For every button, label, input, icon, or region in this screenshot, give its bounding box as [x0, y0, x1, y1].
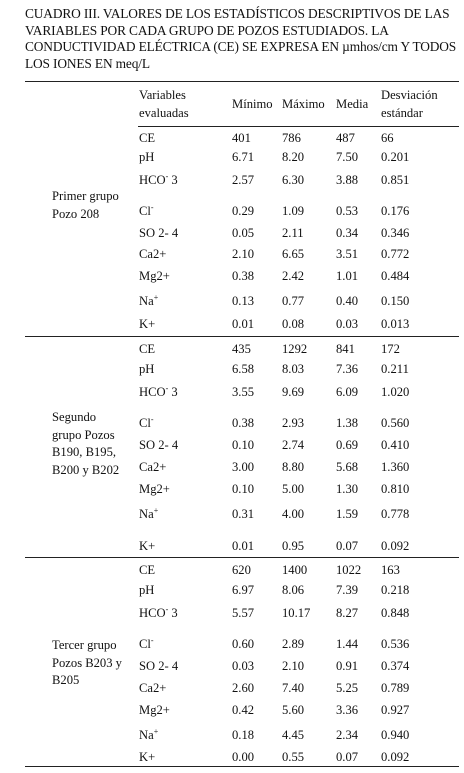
variable-name [139, 150, 154, 165]
group-label-line: B200 y B202 [52, 462, 120, 477]
std-dev-value: 0.560 [381, 416, 410, 430]
minimum-value: 0.01 [232, 539, 255, 553]
std-dev-value: 0.374 [381, 659, 410, 673]
minimum-value: 0.60 [232, 637, 255, 651]
variable-name [139, 247, 166, 262]
variable-base: SO 2- 4 [139, 226, 179, 240]
variable-base: Cl [139, 416, 151, 430]
variable-superscript: + [153, 293, 159, 302]
group-label-line: B205 [52, 673, 80, 687]
std-dev-value: 0.851 [381, 173, 410, 187]
maximum-value: 0.55 [282, 750, 305, 764]
variable-base: Ca2+ [139, 681, 167, 695]
variable-base: pH [139, 583, 155, 597]
variable-name [139, 460, 166, 475]
variable-name [139, 416, 154, 431]
minimum-value: 6.71 [232, 150, 255, 164]
variable-name [139, 583, 154, 598]
minimum-value: 0.01 [232, 317, 255, 331]
header-std-dev-line2: estándar [381, 106, 423, 120]
group-label-line: B190, B195, [52, 445, 117, 459]
std-dev-value: 0.013 [381, 317, 410, 331]
mean-value: 7.36 [336, 362, 359, 376]
mean-value: 7.39 [336, 583, 359, 597]
maximum-value: 8.03 [282, 362, 305, 376]
maximum-value: 2.10 [282, 659, 305, 673]
minimum-value: 0.03 [232, 659, 255, 673]
variable-superscript: - [150, 203, 154, 212]
variable-name [139, 703, 170, 718]
header-variables-line2: evaluadas [139, 106, 189, 120]
std-dev-value: 0.927 [381, 703, 410, 717]
variable-name [139, 204, 154, 219]
std-dev-value: 1.360 [381, 460, 410, 474]
minimum-value: 6.97 [232, 583, 255, 597]
std-dev-value: 0.410 [381, 438, 410, 452]
variable-base: Ca2+ [139, 247, 167, 261]
mean-value: 0.53 [336, 204, 359, 218]
variable-name [139, 659, 178, 674]
header-maximum: Máximo [282, 97, 325, 111]
maximum-value: 0.77 [282, 294, 305, 308]
std-dev-value: 0.092 [381, 750, 410, 764]
variable-base: CE [139, 342, 156, 356]
maximum-value: 0.08 [282, 317, 305, 331]
variable-base: Mg2+ [139, 703, 170, 717]
maximum-value: 8.06 [282, 583, 305, 597]
minimum-value: 0.38 [232, 269, 255, 283]
minimum-value: 401 [232, 131, 251, 145]
variable-base: HCO [139, 606, 166, 620]
minimum-value: 0.13 [232, 294, 255, 308]
variable-base: pH [139, 150, 155, 164]
minimum-value: 0.00 [232, 750, 255, 764]
minimum-value: 620 [232, 563, 251, 577]
maximum-value: 1.09 [282, 204, 305, 218]
minimum-value: 0.05 [232, 226, 255, 240]
minimum-value: 0.42 [232, 703, 255, 717]
minimum-value: 2.57 [232, 173, 255, 187]
std-dev-value: 0.150 [381, 294, 410, 308]
minimum-value: 2.10 [232, 247, 255, 261]
maximum-value: 4.45 [282, 728, 305, 742]
group-label-line: grupo Pozos [52, 427, 115, 442]
std-dev-value: 172 [381, 342, 400, 356]
variable-name [139, 317, 155, 332]
variable-subscript: 3 [168, 173, 178, 187]
variable-name [139, 539, 155, 554]
maximum-value: 6.65 [282, 247, 305, 261]
std-dev-value: 0.778 [381, 507, 410, 521]
variable-name [139, 173, 178, 188]
minimum-value: 0.10 [232, 438, 255, 452]
header-std-dev-line1: Desviación [381, 88, 438, 102]
std-dev-value: 66 [381, 131, 394, 145]
maximum-value: 9.69 [282, 385, 305, 399]
mean-value: 2.34 [336, 728, 359, 742]
std-dev-value: 0.201 [381, 150, 410, 164]
variable-base: K+ [139, 317, 156, 331]
variable-base: Na [139, 728, 154, 742]
header-rule [138, 126, 459, 127]
maximum-value: 0.95 [282, 539, 305, 553]
variable-base: SO 2- 4 [139, 659, 179, 673]
variable-name [139, 606, 178, 621]
std-dev-value: 0.211 [381, 362, 409, 376]
std-dev-value: 0.810 [381, 482, 410, 496]
std-dev-value: 1.020 [381, 385, 410, 399]
minimum-value: 5.57 [232, 606, 255, 620]
group-label [52, 409, 119, 479]
variable-base: K+ [139, 750, 156, 764]
mean-value: 1.59 [336, 507, 359, 521]
mean-value: 0.03 [336, 317, 359, 331]
maximum-value: 1400 [282, 563, 308, 577]
minimum-value: 0.38 [232, 416, 255, 430]
variable-name [139, 385, 178, 400]
std-dev-value: 0.346 [381, 226, 410, 240]
variable-superscript: + [153, 727, 159, 736]
maximum-value: 786 [282, 131, 301, 145]
mean-value: 6.09 [336, 385, 359, 399]
variable-base: CE [139, 563, 156, 577]
variable-base: K+ [139, 539, 156, 553]
maximum-value: 6.30 [282, 173, 305, 187]
variable-superscript: - [150, 636, 154, 645]
maximum-value: 5.00 [282, 482, 305, 496]
caption-rule [25, 81, 459, 82]
variable-name [139, 728, 158, 743]
mean-value: 3.36 [336, 703, 359, 717]
minimum-value: 0.10 [232, 482, 255, 496]
mean-value: 0.07 [336, 750, 359, 764]
variable-superscript: - [165, 605, 169, 614]
mean-value: 3.51 [336, 247, 359, 261]
variable-superscript: + [153, 506, 159, 515]
minimum-value: 3.00 [232, 460, 255, 474]
maximum-value: 2.93 [282, 416, 305, 430]
maximum-value: 2.42 [282, 269, 305, 283]
maximum-value: 8.80 [282, 460, 305, 474]
variable-base: Cl [139, 637, 151, 651]
maximum-value: 1292 [282, 342, 308, 356]
std-dev-value: 0.536 [381, 637, 410, 651]
std-dev-value: 0.772 [381, 247, 410, 261]
group-label-line: Primer grupo [52, 189, 119, 203]
group-label [52, 188, 119, 223]
variable-superscript: - [165, 384, 169, 393]
variable-name [139, 438, 178, 453]
minimum-value: 0.29 [232, 204, 255, 218]
mean-value: 0.40 [336, 294, 359, 308]
variable-name [139, 681, 166, 696]
maximum-value: 2.74 [282, 438, 305, 452]
minimum-value: 2.60 [232, 681, 255, 695]
std-dev-value: 0.789 [381, 681, 410, 695]
variable-name [139, 563, 155, 578]
variable-base: SO 2- 4 [139, 438, 179, 452]
variable-superscript: - [165, 172, 169, 181]
mean-value: 1.30 [336, 482, 359, 496]
std-dev-value: 0.484 [381, 269, 410, 283]
std-dev-value: 163 [381, 563, 400, 577]
maximum-value: 7.40 [282, 681, 305, 695]
table-caption: CUADRO III. VALORES DE LOS ESTADÍSTICOS DESCRIPTIVOS DE LAS VARIABLES POR CADA GRUPO DE POZOS ESTUDIADOS. LA CONDUCTIVIDAD ELÉCTRICA (CE) SE EXPRESA EN µmhos/cm Y TODOS LOS IONES EN meq/L [25, 6, 457, 71]
mean-value: 5.25 [336, 681, 359, 695]
maximum-value: 2.11 [282, 226, 304, 240]
std-dev-value: 0.848 [381, 606, 410, 620]
variable-base: Na [139, 507, 154, 521]
mean-value: 0.91 [336, 659, 359, 673]
variable-base: CE [139, 131, 156, 145]
variable-superscript: - [150, 415, 154, 424]
minimum-value: 3.55 [232, 385, 255, 399]
group-rule [25, 766, 459, 767]
variable-name [139, 750, 155, 765]
std-dev-value: 0.176 [381, 204, 410, 218]
variable-name [139, 362, 154, 377]
mean-value: 1022 [336, 563, 362, 577]
variable-name [139, 131, 155, 146]
variable-name [139, 294, 158, 309]
mean-value: 1.44 [336, 637, 359, 651]
mean-value: 5.68 [336, 460, 359, 474]
variable-base: pH [139, 362, 155, 376]
mean-value: 7.50 [336, 150, 359, 164]
mean-value: 841 [336, 342, 355, 356]
header-minimum: Mínimo [232, 97, 273, 111]
variable-base: Mg2+ [139, 482, 170, 496]
variable-name [139, 637, 154, 652]
variable-name [139, 342, 155, 357]
variable-name [139, 507, 158, 522]
variable-base: Cl [139, 204, 151, 218]
group-label-line: Pozos B203 y [52, 655, 122, 670]
std-dev-value: 0.940 [381, 728, 410, 742]
mean-value: 487 [336, 131, 355, 145]
maximum-value: 4.00 [282, 507, 305, 521]
mean-value: 8.27 [336, 606, 359, 620]
maximum-value: 8.20 [282, 150, 305, 164]
mean-value: 3.88 [336, 173, 359, 187]
header-variables-line1: Variables [139, 88, 186, 102]
variable-subscript: 3 [168, 385, 178, 399]
variable-base: Na [139, 294, 154, 308]
maximum-value: 2.89 [282, 637, 305, 651]
variable-base: Mg2+ [139, 269, 170, 283]
maximum-value: 5.60 [282, 703, 305, 717]
group-rule [25, 557, 459, 558]
mean-value: 0.69 [336, 438, 359, 452]
std-dev-value: 0.218 [381, 583, 410, 597]
variable-name [139, 269, 170, 284]
group-rule [25, 336, 459, 337]
group-label-line: Segundo [52, 410, 97, 424]
mean-value: 0.34 [336, 226, 359, 240]
group-label-line: Tercer grupo [52, 638, 117, 652]
minimum-value: 0.18 [232, 728, 255, 742]
header-mean: Media [336, 97, 369, 111]
variable-base: HCO [139, 385, 166, 399]
minimum-value: 6.58 [232, 362, 255, 376]
mean-value: 0.07 [336, 539, 359, 553]
maximum-value: 10.17 [282, 606, 311, 620]
mean-value: 1.38 [336, 416, 359, 430]
variable-subscript: 3 [168, 606, 178, 620]
mean-value: 1.01 [336, 269, 359, 283]
std-dev-value: 0.092 [381, 539, 410, 553]
minimum-value: 435 [232, 342, 251, 356]
minimum-value: 0.31 [232, 507, 255, 521]
variable-name [139, 482, 170, 497]
variable-name [139, 226, 178, 241]
variable-base: Ca2+ [139, 460, 167, 474]
group-label [52, 637, 122, 690]
group-label-line: Pozo 208 [52, 206, 100, 221]
variable-base: HCO [139, 173, 166, 187]
